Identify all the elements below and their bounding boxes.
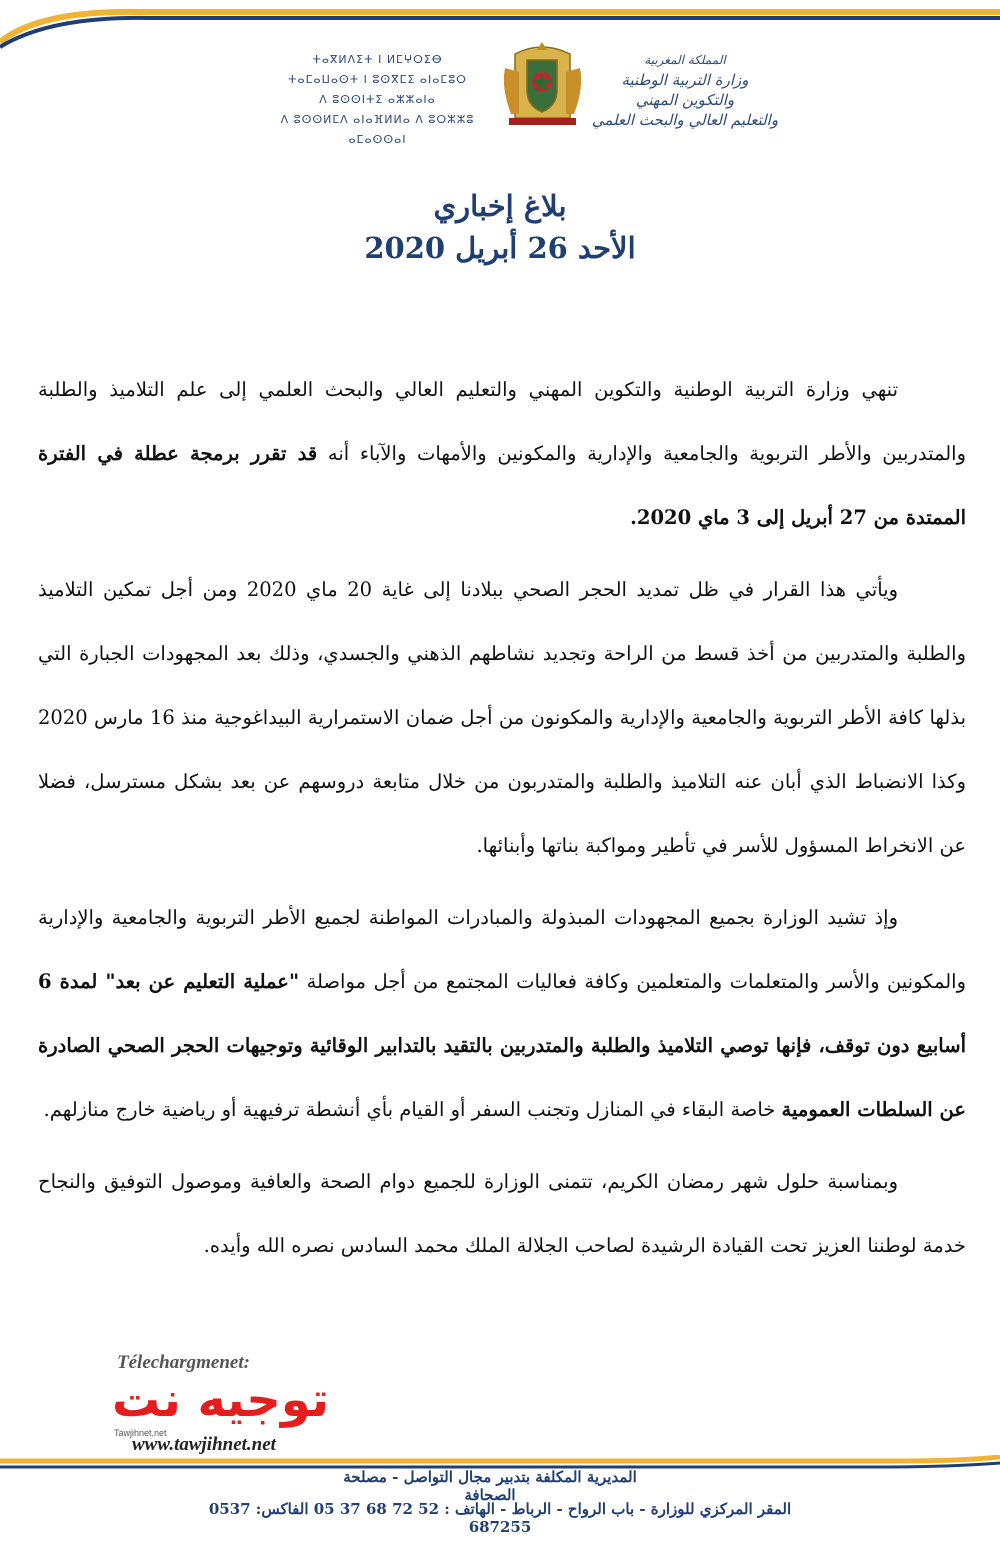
tifinagh-line: ⴷ ⵓⵙⵙⵍⵎⴷ ⴰⵏⴰⴼⵍⵍⴰ ⴷ ⵓⵔⵣⵣⵓ ⴰⵎⴰⵙⵙⴰⵏ: [280, 113, 475, 146]
tifinagh-line: ⵜⴰⵎⴰⵡⴰⵙⵜ ⵏ ⵓⵙⴳⵎⵉ ⴰⵏⴰⵎⵓⵔ: [288, 73, 467, 86]
ministry-name-arabic: [590, 50, 780, 130]
recommendation-emphasis: "عملية التعليم عن بعد" لمدة 6 أسابيع دون توقف، فإنها توصي التلاميذ والطلبة والمتدربين بالتقيد بالتدابير الوقائية وتوجيهات الحجر الصحي الصادرة عن السلطات العمومية: [38, 970, 966, 1121]
arabic-header-line: والتكوين المهني: [635, 91, 735, 109]
announcement-title: [0, 185, 1000, 269]
title-line: بلاغ إخباري: [433, 189, 567, 223]
tawjihnet-watermark: [112, 1352, 362, 1462]
royal-emblem-icon: [495, 38, 590, 128]
website-link[interactable]: www.tawjihnet.net: [132, 1434, 276, 1455]
paragraph-1: تنهي وزارة التربية الوطنية والتكوين المهني والتعليم العالي والبحث العلمي إلى علم التلاميذ والطلبة والمتدربين والأطر التربوية والجامعية والإدارية والمكونين والأمهات والآباء أنه قد تقرر برمجة عطلة في الفترة الممتدة من 27 أبريل إلى 3 ماي 2020.: [38, 378, 967, 529]
footer-department: المديرية المكلفة بتدبير مجال التواصل - مصلحة الصحافة: [343, 1468, 637, 1504]
tifinagh-line: ⵜⴰⴳⵍⴷⵉⵜ ⵏ ⵍⵎⵖⵔⵉⴱ: [312, 53, 443, 66]
ministry-name-tifinagh: [270, 50, 485, 150]
download-label: Télechargmenet:: [117, 1352, 250, 1373]
holiday-period-emphasis: قد تقرر برمجة عطلة في الفترة الممتدة من 27 أبريل إلى 3 ماي 2020.: [38, 442, 966, 529]
date-line: الأحد 26 أبريل 2020: [364, 231, 636, 265]
paragraph-2: ويأتي هذا القرار في ظل تمديد الحجر الصحي ببلادنا إلى غاية 20 ماي 2020 ومن أجل تمكين التلاميذ والطلبة والمتدربين من أخذ قسط من الراحة وتجديد نشاطهم الذهني والجسدي، وذلك بعد المجهودات الجبارة التي بذلها كافة الأطر التربوية والجامعية والإدارية والمكونون من أجل ضمان الاستمرارية البيداغوجية منذ 16 مارس 2020 وكذا الانضباط الذي أبان عنه التلاميذ والطلبة والمتدربون من خلال متابعة دروسهم عن بعد بشكل مسترسل، فضلا عن الانخراط المسؤول للأسر في تأطير ومواكبة بناتها وأبنائها.: [38, 578, 966, 857]
arabic-header-line: والتعليم العالي والبحث العلمي: [591, 111, 779, 129]
paragraph-3: وإذ تشيد الوزارة بجميع المجهودات المبذولة والمبادرات المواطنة لجميع الأطر التربوية والجامعية والإدارية والمكونين والأسر والمتعلمات والمتعلمين وكافة فعاليات المجتمع من أجل مواصلة "عملية التعليم عن بعد" لمدة 6 أسابيع دون توقف، فإنها توصي التلاميذ والطلبة والمتدربين بالتقيد بالتدابير الوقائية وتوجيهات الحجر الصحي الصادرة عن السلطات العمومية خاصة البقاء في المنازل وتجنب السفر أو القيام بأي أنشطة ترفيهية أو رياضية خارج منازلهم.: [38, 906, 967, 1121]
arabic-header-line: المملكة المغربية: [644, 53, 726, 67]
footer-address: المقر المركزي للوزارة - باب الرواح - الرباط - الهاتف : 52 72 68 37 05 الفاكس: 0537 687255: [208, 1500, 792, 1536]
paragraph-4: وبمناسبة حلول شهر رمضان الكريم، تتمنى الوزارة للجميع دوام الصحة والعافية وموصول التوفيق والنجاح خدمة لوطننا العزيز تحت القيادة الرشيدة لصاحب الجلالة الملك محمد السادس نصره الله وأيده.: [38, 1170, 966, 1257]
tifinagh-line: ⴷ ⵓⵙⵙⵏⵜⵉ ⴰⵣⵣⴰⵏⴰ: [319, 93, 436, 106]
tawjihnet-logo: توجيه نت: [112, 1372, 329, 1428]
announcement-body: [38, 358, 966, 1286]
arabic-header-line: وزارة التربية الوطنية: [621, 71, 749, 89]
logo-small-caption: Tawjihnet.net: [114, 1428, 167, 1438]
